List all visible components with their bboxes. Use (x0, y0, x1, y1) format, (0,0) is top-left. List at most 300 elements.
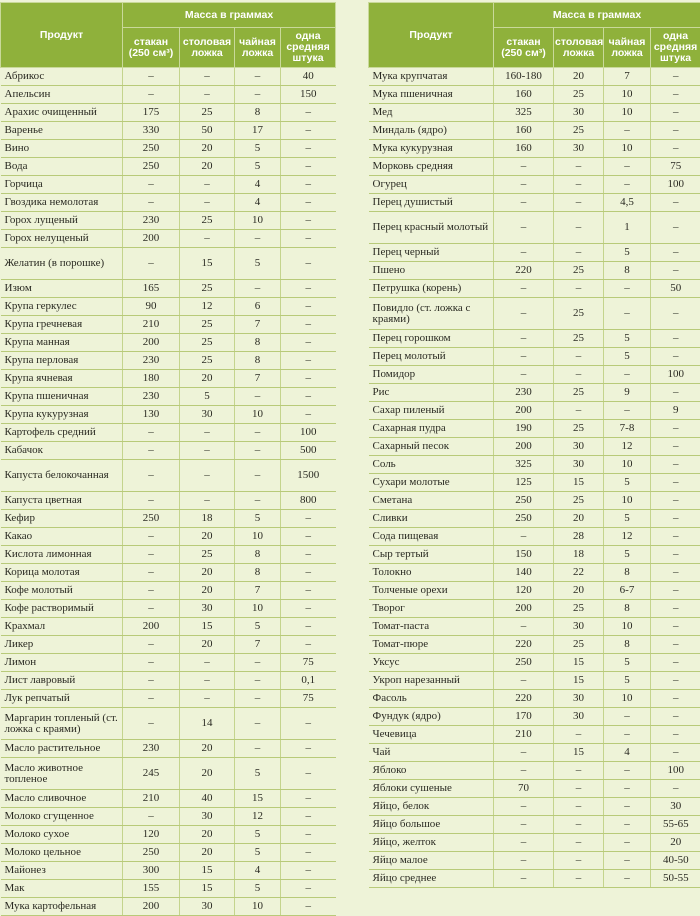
tablespoon-value: 25 (180, 104, 235, 122)
piece-value: 800 (281, 492, 336, 510)
table-row (1, 122, 336, 140)
tablespoon-value: 12 (180, 298, 235, 316)
piece-value: 30 (651, 798, 700, 816)
header-glass: стакан (250 см³) (123, 28, 180, 68)
table-row (1, 370, 336, 388)
table-row (369, 140, 700, 158)
tablespoon-value: – (180, 672, 235, 690)
tablespoon-value: 30 (554, 618, 604, 636)
product-name: Молоко сгущенное (1, 808, 123, 826)
product-name: Томат-пюре (369, 636, 494, 654)
product-name: Ликер (1, 636, 123, 654)
piece-value: – (651, 744, 700, 762)
teaspoon-value: 5 (604, 330, 651, 348)
piece-value: – (651, 104, 700, 122)
product-name: Крупа пшеничная (1, 388, 123, 406)
product-name: Перец душистый (369, 194, 494, 212)
table-row (369, 654, 700, 672)
teaspoon-value: 10 (604, 140, 651, 158)
glass-value: 200 (494, 438, 554, 456)
piece-value: – (281, 388, 336, 406)
product-name: Крахмал (1, 618, 123, 636)
product-name: Мед (369, 104, 494, 122)
piece-value: 100 (651, 366, 700, 384)
glass-value: 210 (123, 316, 180, 334)
piece-value: 100 (651, 176, 700, 194)
tablespoon-value: 25 (180, 280, 235, 298)
glass-value: 150 (494, 546, 554, 564)
glass-value: 250 (123, 510, 180, 528)
header-mass: Масса в граммах (494, 3, 700, 28)
table-row (1, 406, 336, 424)
glass-value: – (123, 194, 180, 212)
glass-value: – (494, 244, 554, 262)
glass-value: – (123, 528, 180, 546)
table-row (1, 388, 336, 406)
table-row (1, 880, 336, 898)
table-row (1, 104, 336, 122)
glass-value: 90 (123, 298, 180, 316)
glass-value: 160 (494, 122, 554, 140)
glass-value: 230 (123, 388, 180, 406)
table-row (1, 528, 336, 546)
tablespoon-value: 30 (554, 104, 604, 122)
piece-value: 100 (281, 424, 336, 442)
teaspoon-value: 8 (235, 104, 281, 122)
table-row (1, 316, 336, 334)
tablespoon-value: – (554, 780, 604, 798)
product-name: Сметана (369, 492, 494, 510)
tablespoon-value: 30 (180, 808, 235, 826)
table-row (369, 636, 700, 654)
tablespoon-value: – (180, 460, 235, 492)
glass-value: 165 (123, 280, 180, 298)
teaspoon-value: 10 (235, 406, 281, 424)
table-row (1, 442, 336, 460)
teaspoon-value: – (235, 492, 281, 510)
glass-value: – (494, 672, 554, 690)
product-name: Пшено (369, 262, 494, 280)
glass-value: 230 (494, 384, 554, 402)
piece-value: – (281, 194, 336, 212)
product-name: Сливки (369, 510, 494, 528)
piece-value: – (281, 618, 336, 636)
product-name: Перец горошком (369, 330, 494, 348)
table-row (369, 122, 700, 140)
tablespoon-value: 20 (180, 844, 235, 862)
glass-value: 130 (123, 406, 180, 424)
piece-value: – (281, 582, 336, 600)
product-name: Крупа геркулес (1, 298, 123, 316)
teaspoon-value: 10 (604, 690, 651, 708)
piece-value: – (281, 122, 336, 140)
teaspoon-value: – (235, 654, 281, 672)
glass-value: 200 (123, 898, 180, 916)
table-row (1, 230, 336, 248)
teaspoon-value: 5 (235, 248, 281, 280)
product-name: Какао (1, 528, 123, 546)
tablespoon-value: – (554, 158, 604, 176)
product-name: Лист лавровый (1, 672, 123, 690)
table-row (369, 420, 700, 438)
table-row (369, 330, 700, 348)
product-name: Капуста белокочанная (1, 460, 123, 492)
teaspoon-value: 5 (604, 348, 651, 366)
teaspoon-value: – (604, 762, 651, 780)
table-row (369, 262, 700, 280)
piece-value: – (281, 140, 336, 158)
tablespoon-value: – (554, 816, 604, 834)
product-name: Уксус (369, 654, 494, 672)
piece-value: – (651, 330, 700, 348)
product-name: Лимон (1, 654, 123, 672)
piece-value: 55-65 (651, 816, 700, 834)
product-name: Укроп нарезанный (369, 672, 494, 690)
table-row (1, 510, 336, 528)
product-name: Сахарная пудра (369, 420, 494, 438)
glass-value: – (123, 808, 180, 826)
tablespoon-value: 20 (180, 564, 235, 582)
piece-value: – (651, 122, 700, 140)
table-row (1, 862, 336, 880)
product-name: Чай (369, 744, 494, 762)
glass-value: – (494, 176, 554, 194)
piece-value: – (651, 582, 700, 600)
teaspoon-value: – (604, 298, 651, 330)
teaspoon-value: – (235, 708, 281, 740)
product-name: Изюм (1, 280, 123, 298)
table-row (1, 898, 336, 916)
glass-value: 170 (494, 708, 554, 726)
glass-value: – (123, 492, 180, 510)
table-row (369, 280, 700, 298)
piece-value: – (651, 690, 700, 708)
product-name: Соль (369, 456, 494, 474)
product-name: Толченые орехи (369, 582, 494, 600)
piece-value: – (651, 528, 700, 546)
tablespoon-value: 25 (180, 316, 235, 334)
piece-value: – (281, 280, 336, 298)
product-name: Крупа манная (1, 334, 123, 352)
teaspoon-value: 6-7 (604, 582, 651, 600)
piece-value: – (281, 370, 336, 388)
glass-value: 200 (494, 600, 554, 618)
table-row (369, 618, 700, 636)
table-row (369, 384, 700, 402)
table-row (369, 744, 700, 762)
piece-value: – (281, 176, 336, 194)
tablespoon-value: 25 (554, 636, 604, 654)
tablespoon-value: 28 (554, 528, 604, 546)
teaspoon-value: – (604, 852, 651, 870)
table-row (369, 158, 700, 176)
glass-value: – (494, 870, 554, 888)
teaspoon-value: 5 (604, 672, 651, 690)
tablespoon-value: – (180, 176, 235, 194)
piece-value: – (651, 348, 700, 366)
teaspoon-value: 10 (604, 456, 651, 474)
product-name: Миндаль (ядро) (369, 122, 494, 140)
teaspoon-value: 4 (235, 862, 281, 880)
teaspoon-value: – (604, 280, 651, 298)
product-name: Толокно (369, 564, 494, 582)
piece-value: – (281, 898, 336, 916)
product-name: Чечевица (369, 726, 494, 744)
table-row (1, 564, 336, 582)
piece-value: – (651, 384, 700, 402)
product-name: Сухари молотые (369, 474, 494, 492)
teaspoon-value: 8 (604, 636, 651, 654)
product-name: Горох лущеный (1, 212, 123, 230)
teaspoon-value: 10 (235, 600, 281, 618)
product-name: Мука пшеничная (369, 86, 494, 104)
table-row (369, 528, 700, 546)
teaspoon-value: 15 (235, 790, 281, 808)
teaspoon-value: – (235, 424, 281, 442)
table-row (1, 280, 336, 298)
piece-value: – (281, 600, 336, 618)
table-row (1, 672, 336, 690)
teaspoon-value: – (235, 442, 281, 460)
teaspoon-value: 7 (235, 582, 281, 600)
piece-value: – (651, 194, 700, 212)
glass-value: 190 (494, 420, 554, 438)
glass-value: 125 (494, 474, 554, 492)
glass-value: – (494, 744, 554, 762)
table-row (1, 298, 336, 316)
piece-value: – (651, 438, 700, 456)
glass-value: 155 (123, 880, 180, 898)
table-row (369, 244, 700, 262)
piece-value: 50-55 (651, 870, 700, 888)
teaspoon-value: 10 (604, 492, 651, 510)
product-name: Мука картофельная (1, 898, 123, 916)
teaspoon-value: 10 (235, 528, 281, 546)
teaspoon-value: 5 (235, 140, 281, 158)
tablespoon-value: 15 (180, 880, 235, 898)
glass-value: 210 (123, 790, 180, 808)
piece-value: – (281, 406, 336, 424)
tablespoon-value: 30 (554, 140, 604, 158)
glass-value: – (123, 424, 180, 442)
teaspoon-value: 5 (235, 844, 281, 862)
piece-value: – (281, 316, 336, 334)
glass-value: – (123, 248, 180, 280)
tablespoon-value: 20 (180, 740, 235, 758)
table-row (1, 618, 336, 636)
teaspoon-value: 17 (235, 122, 281, 140)
glass-value: 160 (494, 86, 554, 104)
teaspoon-value: 4 (604, 744, 651, 762)
piece-value: – (651, 86, 700, 104)
glass-value: – (123, 582, 180, 600)
glass-value: 250 (494, 492, 554, 510)
teaspoon-value: – (604, 816, 651, 834)
header-tablespoon: столовая ложка (180, 28, 235, 68)
glass-value: 245 (123, 758, 180, 790)
teaspoon-value: 10 (235, 212, 281, 230)
product-name: Сода пищевая (369, 528, 494, 546)
weights-table-left (0, 2, 336, 916)
piece-value: – (651, 618, 700, 636)
glass-value: 325 (494, 104, 554, 122)
glass-value: – (123, 460, 180, 492)
table-row (1, 826, 336, 844)
tablespoon-value: – (180, 230, 235, 248)
piece-value: 0,1 (281, 672, 336, 690)
teaspoon-value: 5 (604, 244, 651, 262)
glass-value: 160-180 (494, 68, 554, 86)
glass-value: – (494, 348, 554, 366)
glass-value: – (123, 672, 180, 690)
tablespoon-value: 20 (180, 826, 235, 844)
tablespoon-value: 30 (180, 898, 235, 916)
table-row (1, 708, 336, 740)
tablespoon-value: – (554, 212, 604, 244)
tablespoon-value: – (180, 654, 235, 672)
tablespoon-value: 25 (180, 212, 235, 230)
glass-value: 220 (494, 262, 554, 280)
glass-value: 120 (123, 826, 180, 844)
glass-value: 200 (494, 402, 554, 420)
piece-value: 75 (281, 654, 336, 672)
glass-value: – (494, 280, 554, 298)
teaspoon-value: 7 (235, 316, 281, 334)
tablespoon-value: 20 (180, 758, 235, 790)
product-name: Крупа гречневая (1, 316, 123, 334)
teaspoon-value: 12 (604, 528, 651, 546)
table-row (1, 248, 336, 280)
product-name: Яйцо, желток (369, 834, 494, 852)
glass-value: 250 (494, 510, 554, 528)
table-row (369, 86, 700, 104)
product-name: Молоко цельное (1, 844, 123, 862)
teaspoon-value: 5 (604, 510, 651, 528)
piece-value: – (651, 654, 700, 672)
glass-value: – (494, 212, 554, 244)
glass-value: – (494, 618, 554, 636)
piece-value: – (281, 212, 336, 230)
teaspoon-value: 10 (604, 618, 651, 636)
piece-value: – (651, 68, 700, 86)
teaspoon-value: 8 (235, 352, 281, 370)
table-row (369, 104, 700, 122)
piece-value: – (281, 546, 336, 564)
glass-value: – (123, 546, 180, 564)
header-teaspoon: чайная ложка (604, 28, 651, 68)
teaspoon-value: 4,5 (604, 194, 651, 212)
tablespoon-value: 14 (180, 708, 235, 740)
product-name: Фасоль (369, 690, 494, 708)
teaspoon-value: 12 (235, 808, 281, 826)
teaspoon-value: 7 (235, 370, 281, 388)
tablespoon-value: – (554, 798, 604, 816)
piece-value: – (281, 790, 336, 808)
glass-value: – (123, 68, 180, 86)
table-row (1, 546, 336, 564)
piece-value: – (281, 740, 336, 758)
glass-value: 230 (123, 212, 180, 230)
teaspoon-value: 9 (604, 384, 651, 402)
glass-value: 200 (123, 334, 180, 352)
tablespoon-value: – (554, 870, 604, 888)
piece-value: 500 (281, 442, 336, 460)
piece-value: – (281, 564, 336, 582)
product-name: Перец молотый (369, 348, 494, 366)
glass-value: – (494, 330, 554, 348)
glass-value: – (123, 86, 180, 104)
table-row (369, 68, 700, 86)
product-name: Морковь средняя (369, 158, 494, 176)
product-name: Яблоки сушеные (369, 780, 494, 798)
tablespoon-value: 30 (554, 456, 604, 474)
product-name: Сыр тертый (369, 546, 494, 564)
product-name: Горчица (1, 176, 123, 194)
teaspoon-value: 4 (235, 194, 281, 212)
header-glass: стакан (250 см³) (494, 28, 554, 68)
piece-value: – (651, 212, 700, 244)
product-name: Повидло (ст. ложка с краями) (369, 298, 494, 330)
tablespoon-value: – (180, 86, 235, 104)
product-name: Корица молотая (1, 564, 123, 582)
teaspoon-value: 7 (235, 636, 281, 654)
piece-value: – (281, 808, 336, 826)
teaspoon-value: 4 (235, 176, 281, 194)
weights-table-right (368, 2, 700, 888)
table-row (369, 708, 700, 726)
table-row (369, 176, 700, 194)
glass-value: 220 (494, 690, 554, 708)
tablespoon-value: – (554, 726, 604, 744)
table-row (1, 424, 336, 442)
glass-value: 250 (494, 654, 554, 672)
table-body-left (1, 68, 336, 916)
teaspoon-value: 5 (235, 758, 281, 790)
tablespoon-value: 5 (180, 388, 235, 406)
product-name: Творог (369, 600, 494, 618)
piece-value: – (651, 672, 700, 690)
glass-value: – (494, 366, 554, 384)
table-row (1, 690, 336, 708)
product-name: Яйцо большое (369, 816, 494, 834)
piece-value: – (651, 262, 700, 280)
piece-value: 75 (281, 690, 336, 708)
product-name: Крупа перловая (1, 352, 123, 370)
tablespoon-value: 20 (554, 582, 604, 600)
tablespoon-value: 15 (554, 654, 604, 672)
tablespoon-value: – (180, 194, 235, 212)
piece-value: – (281, 758, 336, 790)
teaspoon-value: 5 (235, 826, 281, 844)
glass-value: 330 (123, 122, 180, 140)
tablespoon-value: 25 (554, 122, 604, 140)
piece-value: – (281, 708, 336, 740)
tablespoon-value: 50 (180, 122, 235, 140)
tablespoon-value: 25 (554, 492, 604, 510)
tablespoon-value: – (554, 852, 604, 870)
product-name: Апельсин (1, 86, 123, 104)
table-row (1, 844, 336, 862)
teaspoon-value: 12 (604, 438, 651, 456)
teaspoon-value: – (604, 834, 651, 852)
glass-value: 70 (494, 780, 554, 798)
piece-value: – (651, 564, 700, 582)
tablespoon-value: 25 (554, 298, 604, 330)
piece-value: – (651, 708, 700, 726)
piece-value: – (651, 510, 700, 528)
piece-value: 50 (651, 280, 700, 298)
tablespoon-value: 20 (180, 582, 235, 600)
